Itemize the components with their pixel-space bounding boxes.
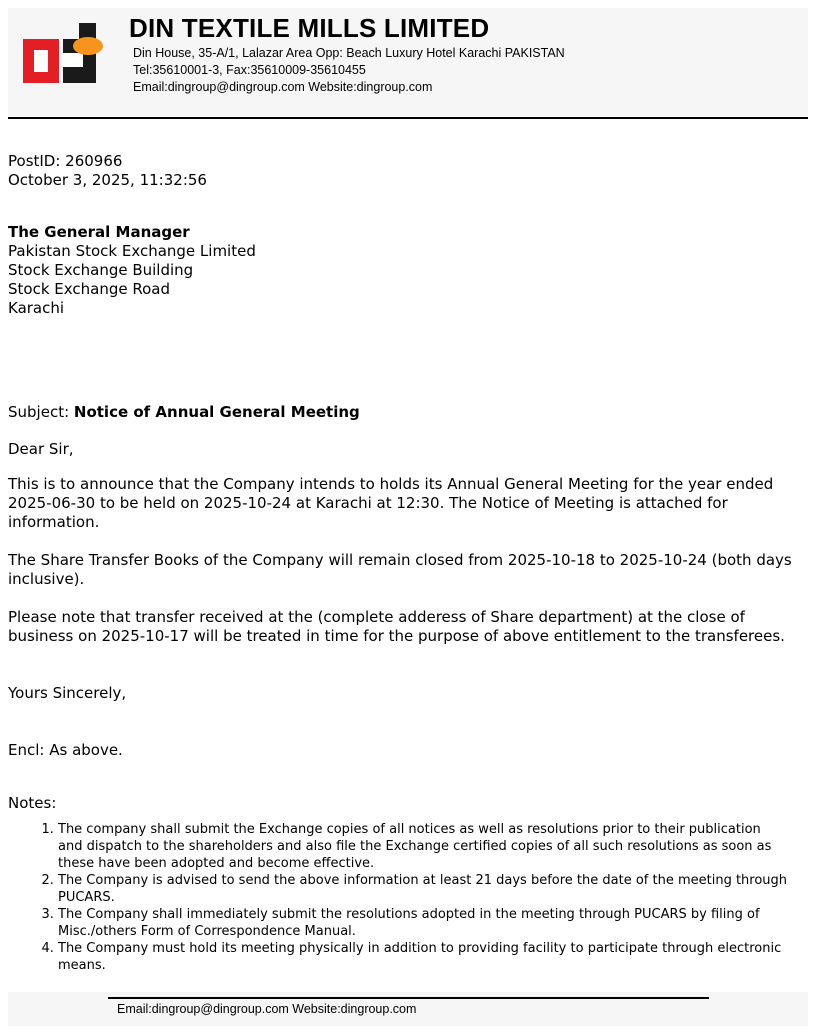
body-paragraph: The Share Transfer Books of the Company will remain closed from 2025-10-18 to 2025-10-24 (both days inclusive). (8, 551, 792, 588)
enclosure: Encl: As above. (8, 741, 123, 759)
subject-line (8, 403, 360, 422)
company-contact: Email:dingroup@dingroup.com Website:dingroup.com (133, 80, 433, 94)
footer-contact: Email:dingroup@dingroup.com Website:dingroup.com (117, 1002, 417, 1016)
company-address: Din House, 35-A/1, Lalazar Area Opp: Beach Luxury Hotel Karachi PAKISTAN (133, 46, 565, 60)
notes-list (8, 821, 788, 974)
salutation: Dear Sir, (8, 440, 74, 458)
subject-text: Notice of Annual General Meeting (73, 403, 360, 421)
recipient-line: Karachi (8, 299, 65, 317)
company-logo-icon (23, 23, 103, 83)
recipient-title: The General Manager (8, 223, 190, 241)
footer-divider (108, 997, 709, 999)
note-item: 4. The Company must hold its meeting physically in addition to providing facility to participate through electronic means. (58, 940, 788, 974)
subject-label: Subject: (8, 403, 74, 421)
recipient-line: Stock Exchange Road (8, 280, 170, 298)
body-paragraph: This is to announce that the Company intends to holds its Annual General Meeting for the year ended 2025-06-30 to be held on 2025-10-24 at Karachi at 12:30. The Notice of Meeting is attached for information. (8, 475, 774, 531)
header-divider (8, 117, 808, 119)
body-paragraph: Please note that transfer received at the (complete adderess of Share department) at the close of business on 2025-10-17 will be treated in time for the purpose of above entitlement to the transferees. (8, 608, 785, 645)
recipient-line: Stock Exchange Building (8, 261, 194, 279)
post-id: PostID: 260966 (8, 152, 123, 170)
letterhead (8, 8, 808, 116)
recipient-line: Pakistan Stock Exchange Limited (8, 242, 256, 260)
notes-heading: Notes: (8, 794, 57, 812)
company-name: DIN TEXTILE MILLS LIMITED (129, 13, 490, 43)
post-datetime: October 3, 2025, 11:32:56 (8, 171, 207, 189)
note-item: 2. The Company is advised to send the above information at least 21 days before the date of the meeting through PUCARS. (58, 872, 788, 906)
company-phone: Tel:35610001-3, Fax:35610009-35610455 (133, 63, 366, 77)
note-item: 3. The Company shall immediately submit the resolutions adopted in the meeting through PUCARS by filing of Misc./others Form of Correspondence Manual. (58, 906, 788, 940)
closing: Yours Sincerely, (8, 684, 127, 702)
note-item: 1. The company shall submit the Exchange copies of all notices as well as resolutions prior to their publication and dispatch to the shareholders and also file the Exchange certified copies of all such resolutions as soon as these have been adopted and become effective. (58, 821, 788, 872)
